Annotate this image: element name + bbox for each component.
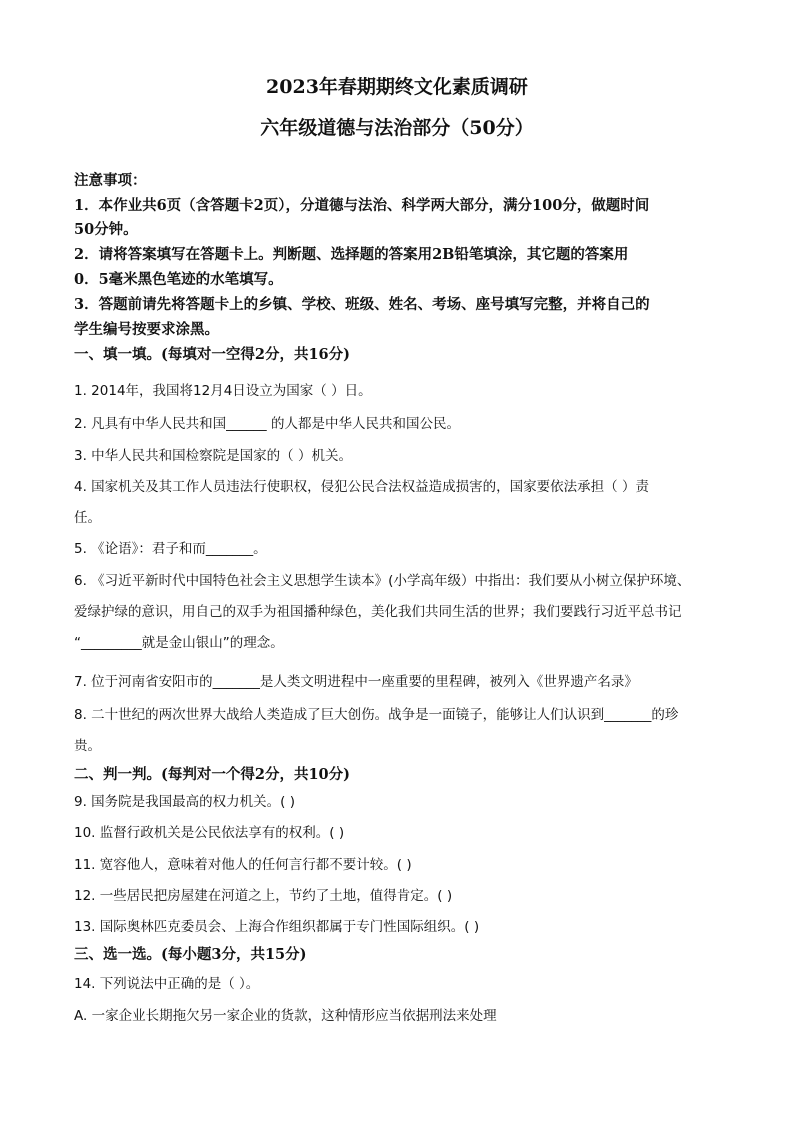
notes-line: 50分钟。 <box>74 221 138 238</box>
notes-line: 3．答题前请先将答题卡上的乡镇、学校、班级、姓名、考场、座号填写完整，并将自己的 <box>74 296 650 313</box>
notes-line: 0．5毫米黑色笔迹的水笔填写。 <box>74 271 283 288</box>
question-line: 任。 <box>74 510 101 526</box>
notes-line: 学生编号按要求涂黑。 <box>74 321 219 338</box>
question-line: 3. 中华人民共和国检察院是国家的（ ）机关。 <box>74 448 352 464</box>
question-line: 2. 凡具有中华人民共和国______ 的人都是中华人民共和国公民。 <box>74 416 460 432</box>
section-heading-choice: 三、选一选。(每小题3分，共15分) <box>74 946 307 963</box>
question-line: 12. 一些居民把房屋建在河道之上，节约了土地，值得肯定。( ) <box>74 888 453 904</box>
section-heading-judge: 二、判一判。(每判对一个得2分，共10分) <box>74 766 350 783</box>
question-line: 9. 国务院是我国最高的权力机关。( ) <box>74 794 295 810</box>
question-line: 10. 监督行政机关是公民依法享有的权利。( ) <box>74 825 345 841</box>
notes-line: 1．本作业共6页（含答题卡2页），分道德与法治、科学两大部分，满分100分，做题时间 <box>74 197 650 214</box>
section-heading-fill: 一、填一填。(每填对一空得2分，共16分) <box>74 346 350 363</box>
notes-heading: 注意事项： <box>74 172 147 189</box>
question-line: 6. 《习近平新时代中国特色社会主义思想学生读本》(小学高年级）中指出：我们要从小树立保护环境、 <box>74 573 691 589</box>
question-line: 爱绿护绿的意识，用自己的双手为祖国播种绿色，美化我们共同生活的世界；我们要践行习近平总书记 <box>74 604 682 620</box>
exam-subtitle: 六年级道德与法治部分（50分） <box>260 117 534 139</box>
question-line: “_________就是金山银山”的理念。 <box>74 635 284 651</box>
option-line: A. 一家企业长期拖欠另一家企业的货款，这种情形应当依据刑法来处理 <box>74 1008 497 1024</box>
question-line: 8. 二十世纪的两次世界大战给人类造成了巨大创伤。战争是一面镜子，能够让人们认识到_______的珍 <box>74 707 679 723</box>
question-line: 4. 国家机关及其工作人员违法行使职权，侵犯公民合法权益造成损害的，国家要依法承担（ ）责 <box>74 479 649 495</box>
question-line: 1. 2014年，我国将12月4日设立为国家（ ）日。 <box>74 383 372 399</box>
question-line: 14. 下列说法中正确的是（ ）。 <box>74 976 260 992</box>
exam-title: 2023年春期期终文化素质调研 <box>266 76 528 98</box>
notes-line: 2．请将答案填写在答题卡上。判断题、选择题的答案用2B铅笔填涂，其它题的答案用 <box>74 246 629 263</box>
question-line: 11. 宽容他人，意味着对他人的任何言行都不要计较。( ) <box>74 857 412 873</box>
question-line: 7. 位于河南省安阳市的_______是人类文明进程中一座重要的里程碑，被列入《世界遗产名录》 <box>74 674 638 690</box>
question-line: 13. 国际奥林匹克委员会、上海合作组织都属于专门性国际组织。( ) <box>74 919 480 935</box>
question-line: 5. 《论语》：君子和而_______。 <box>74 541 267 557</box>
question-line: 贵。 <box>74 738 101 754</box>
